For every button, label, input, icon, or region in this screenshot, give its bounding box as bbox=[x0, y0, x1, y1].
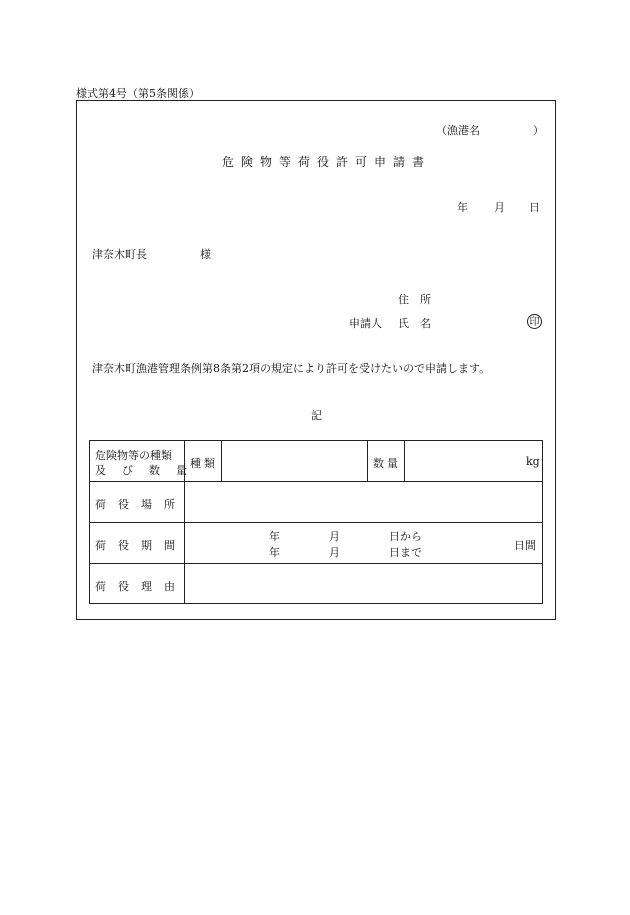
date-day-label: 日 bbox=[529, 201, 540, 214]
period-start-month: 月 bbox=[329, 530, 340, 543]
port-name-open: （漁港名 bbox=[436, 124, 480, 137]
kind-label: 種類 bbox=[190, 457, 218, 470]
row-label-location: 荷役場所 bbox=[95, 498, 187, 511]
body-text: 津奈木町漁港管理条例第8条第2項の規定により許可を受けたいので申請します。 bbox=[92, 362, 491, 375]
row-label-hazard-kind: 危険物等の種類 bbox=[95, 449, 172, 462]
table-col-divider bbox=[367, 440, 368, 481]
period-end-year: 年 bbox=[269, 546, 280, 559]
port-name-close: ） bbox=[533, 124, 544, 137]
form-number-label: 様式第4号（第5条関係） bbox=[76, 87, 200, 100]
row-label-period: 荷役期間 bbox=[95, 539, 187, 552]
name-label: 氏 名 bbox=[398, 317, 431, 330]
address-label: 住 所 bbox=[398, 293, 431, 306]
unit-label: kg bbox=[526, 455, 540, 468]
ki-label: 記 bbox=[311, 409, 322, 422]
period-end-day: 日まで bbox=[389, 546, 422, 559]
period-start-day: 日から bbox=[389, 530, 422, 543]
table-col-divider bbox=[221, 440, 222, 481]
page-title: 危険物等荷役許可申請書 bbox=[222, 155, 432, 169]
applicant-label: 申請人 bbox=[349, 317, 382, 330]
period-start-year: 年 bbox=[269, 530, 280, 543]
table-row-divider bbox=[89, 563, 543, 564]
date-year-label: 年 bbox=[457, 201, 468, 214]
label-part: 及び数量 bbox=[95, 464, 203, 477]
seal-mark: 印 bbox=[527, 314, 542, 329]
row-label-hazard-quantity bbox=[95, 462, 203, 478]
table-row-divider bbox=[89, 522, 543, 523]
period-end-month: 月 bbox=[329, 546, 340, 559]
addressee-name: 津奈木町長 bbox=[92, 248, 147, 261]
period-days: 日間 bbox=[514, 539, 536, 552]
addressee-honorific: 様 bbox=[200, 248, 211, 261]
row-label-reason: 荷役理由 bbox=[95, 580, 187, 593]
quantity-label: 数量 bbox=[373, 457, 401, 470]
table-col-divider bbox=[404, 440, 405, 481]
table-row-divider bbox=[89, 481, 543, 482]
date-month-label: 月 bbox=[494, 201, 505, 214]
